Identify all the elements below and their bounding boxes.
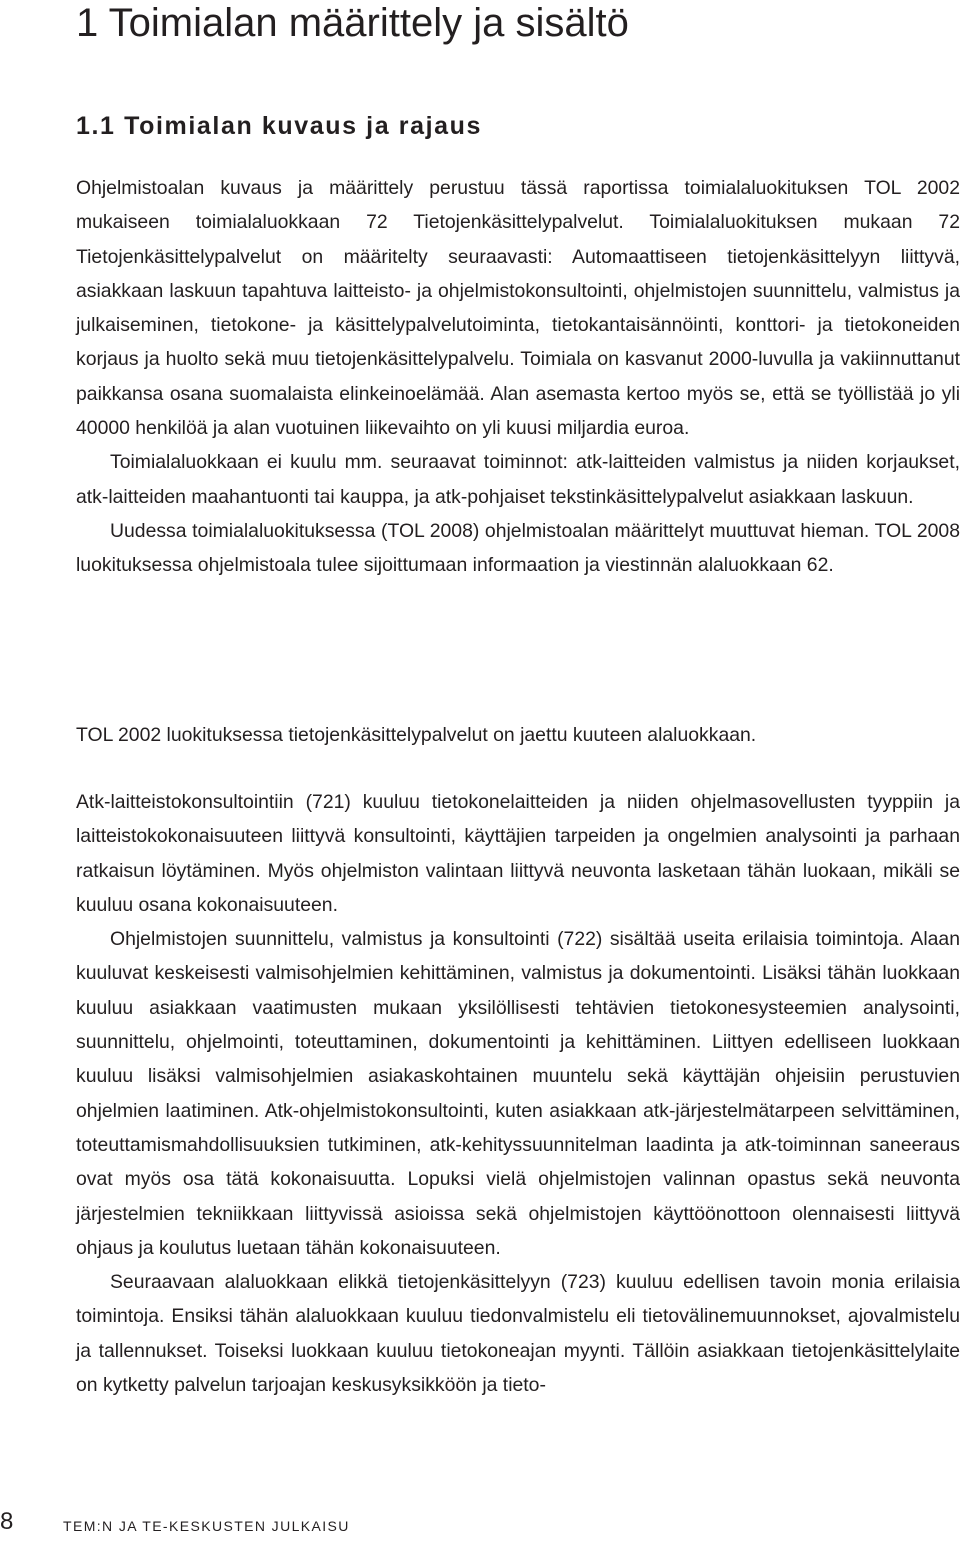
publication-name: TEM:N JA TE-KESKUSTEN JULKAISU: [63, 1518, 350, 1534]
section-heading: 1.1 Toimialan kuvaus ja rajaus: [76, 112, 483, 140]
paragraph: Uudessa toimialaluokituksessa (TOL 2008) ohjelmistoalan määrittelyt muuttuvat hieman. TOL 2008 luokituksessa ohjelmistoala tulee sijoittumaan informaation ja viestinnän alaluokkaan 62.: [76, 519, 960, 577]
paragraph: Seuraavaan alaluokkaan elikkä tietojenkäsittelyyn (723) kuuluu edellisen tavoin monia erilaisia toimintoja. Ensiksi tähän alaluokkaan kuuluu tiedonvalmistelu eli tietovälinemuunnokset, ajovalmistelu ja tallennukset. Toiseksi luokkaan kuuluu tietokoneajan myynti. Tällöin asiakkaan tietojenkäsittelylaite on kytketty palvelun tarjoajan keskusyksikköön ja tieto-: [76, 1271, 960, 1397]
body-text-block-classes: [76, 785, 960, 1402]
body-text-block-intro: [76, 171, 960, 583]
body-text-block-summary: [76, 718, 960, 752]
paragraph: TOL 2002 luokituksessa tietojenkäsittelypalvelut on jaettu kuuteen alaluokkaan.: [76, 724, 757, 746]
paragraph: Toimialaluokkaan ei kuulu mm. seuraavat toiminnot: atk-laitteiden valmistus ja niiden korjaukset, atk-laitteiden maahantuonti tai kauppa, ja atk-pohjaiset tekstinkäsittelypalvelut asiakkaan laskuun.: [76, 451, 960, 508]
paragraph: Atk-laitteistokonsultointiin (721) kuuluu tietokonelaitteiden ja niiden ohjelmasovellusten tyyppiin ja laitteistokokonaisuuteen liittyvä konsultointi, käyttäjien tarpeiden ja ongelmien analysointi ja parhaan ratkaisun löytäminen. Myös ohjelmiston valintaan liittyvä neuvonta lasketaan tähän luokaan, mikäli se kuuluu osana kokonaisuuteen.: [76, 791, 960, 916]
paragraph: Ohjelmistojen suunnittelu, valmistus ja konsultointi (722) sisältää useita erilaisia toimintoja. Alaan kuuluvat keskeisesti valmisohjelmien kehittäminen, valmistus ja dokumentointi. Lisäksi tähän luokkaan kuuluu asiakkaan vaatimusten mukaan yksilöllisesti tehtävien tietokonesysteemien analysointi, suunnittelu, ohjelmointi, toteuttaminen, dokumentointi ja kehittäminen. Liittyen edelliseen luokkaan kuuluu lisäksi valmisohjelmien asiakaskohtainen muuntelu sekä käyttäjän ohjeisiin perustuvien ohjelmien laatiminen. Atk-ohjelmistokonsultointi, kuten asiakkaan atk-järjestelmätarpeen selvittäminen, toteuttamismahdollisuuksien tutkiminen, atk-kehityssuunnitelman laadinta ja atk-toiminnan saneeraus ovat myös osa tätä kokonaisuutta. Lopuksi vielä ohjelmistojen valinnan opastus sekä neuvonta järjestelmien tekniikkaan liittyvissä asioissa sekä ohjelmistojen käyttöönottoon olennaisesti liittyvä ohjaus ja koulutus luetaan tähän kokonaisuuteen.: [76, 928, 960, 1259]
chapter-heading: 1 Toimialan määrittely ja sisältö: [76, 1, 629, 45]
paragraph: Ohjelmistoalan kuvaus ja määrittely perustuu tässä raportissa toimialaluokituksen TOL 2002 mukaiseen toimialaluokkaan 72 Tietojenkäsittelypalvelut. Toimialaluokituksen mukaan 72 Tietojenkäsittelypalvelut on määritelty seuraavasti: Automaattiseen tietojenkäsittelyyn liittyvä, asiakkaan laskuun tapahtuva laitteisto- ja ohjelmistokonsultointi, ohjelmistojen suunnittelu, valmistus ja julkaiseminen, tietokone- ja käsittelypalvelutoiminta, tietokantaisännöinti, konttori- ja tietokoneiden korjaus ja huolto sekä muu tietojenkäsittelypalvelu. Toimiala on kasvanut 2000-luvulla ja vakiinnuttanut paikkansa osana suomalaista elinkeinoelämää. Alan asemasta kertoo myös se, että se työllistää jo yli 40000 henkilöä ja alan vuotuinen liikevaihto on yli kuusi miljardia euroa.: [76, 177, 960, 440]
page-number: 8: [0, 1508, 14, 1535]
